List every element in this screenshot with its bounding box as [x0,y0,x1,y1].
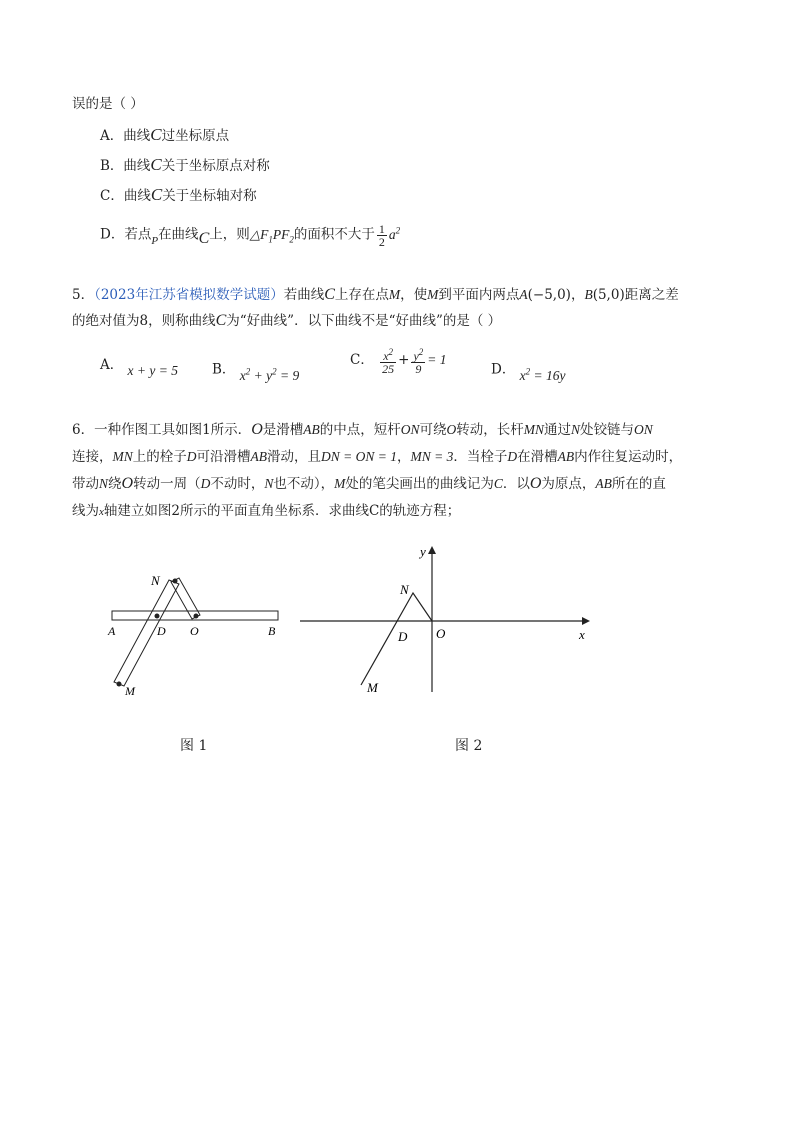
fig2-label-x: x [579,627,585,642]
q4-option-c: C．曲线C关于坐标轴对称 [100,185,257,204]
fig2-label-d: D [398,629,408,644]
x-axis-arrow [582,617,590,625]
q5-line2: 的绝对值为8，则称曲线C为“好曲线”．以下曲线不是“好曲线”的是（ ） [72,312,502,329]
q5-option-a: A． x + y = 5 [100,357,179,378]
fig2-label-n: N [400,582,409,597]
fig1-label-b: B [268,624,276,638]
q5-option-b: B． $x^2 + y^2 = 9$ [212,361,300,383]
q6-line2: 连接，MN上的栓子D可沿滑槽AB滑动，且DN = ON = 1，MN = 3．当栓子D在滑槽AB内作往复运动时， [72,449,683,465]
figure-2-caption: 图 2 [455,738,483,754]
pin-o [194,614,199,619]
q6-line4: 线为x轴建立如图2所示的平面直角坐标系．求曲线C的轨迹方程； [72,503,461,519]
q6-line3: 带动N绕O转动一周（D不动时，N也不动），M处的笔尖画出的曲线记为C．以O为原点，AB所在的直 [72,475,666,492]
fig2-label-o: O [436,626,446,641]
fig1-label-m: M [125,684,135,698]
fig1-label-n: N [151,573,160,588]
q4-stem-tail: 误的是（ ） [72,96,144,112]
fig1-label-a: A [108,624,116,638]
y-axis-arrow [428,546,436,554]
q5-source: （2023年江苏省模拟数学试题） [94,287,284,303]
long-rod-mn [114,580,179,686]
pin-n [173,579,178,584]
figure-2 [295,540,595,700]
q5-option-d: D． $x^2 = 16y$ [491,361,566,383]
figure-1-caption: 图 1 [180,738,208,754]
figure-1 [100,565,290,705]
q5-option-c: C． $\frac{x^2}{25}$ + $\frac{y^2}{9}$ = 1 [350,347,447,376]
fig2-label-y: y [420,544,426,559]
q4-option-a: A．曲线C过坐标原点 [100,125,230,144]
q5-line1: 5．（2023年江苏省模拟数学试题）若曲线C上存在点M，使M到平面内两点A(−5,0)，B(5,0)距离之差 [72,286,679,303]
fig1-label-d: D [157,624,166,638]
q4-option-b: B．曲线C关于坐标原点对称 [100,155,270,174]
q4-option-d: D．若点$_P$在曲线C上，则$\triangle F_1PF_2$的面积不大于 $\frac{1}{2}$ $a^2$ [100,221,401,249]
fig2-label-m: M [367,680,378,695]
rod-mnO [361,593,432,685]
fig1-label-o: O [190,624,199,638]
short-rod-on [171,578,200,619]
pin-m [117,682,122,687]
q6-line1: 6．一种作图工具如图1所示．O是滑槽AB的中点，短杆ON可绕O转动，长杆MN通过N处铰链与ON [72,421,653,438]
pin-d [155,614,160,619]
